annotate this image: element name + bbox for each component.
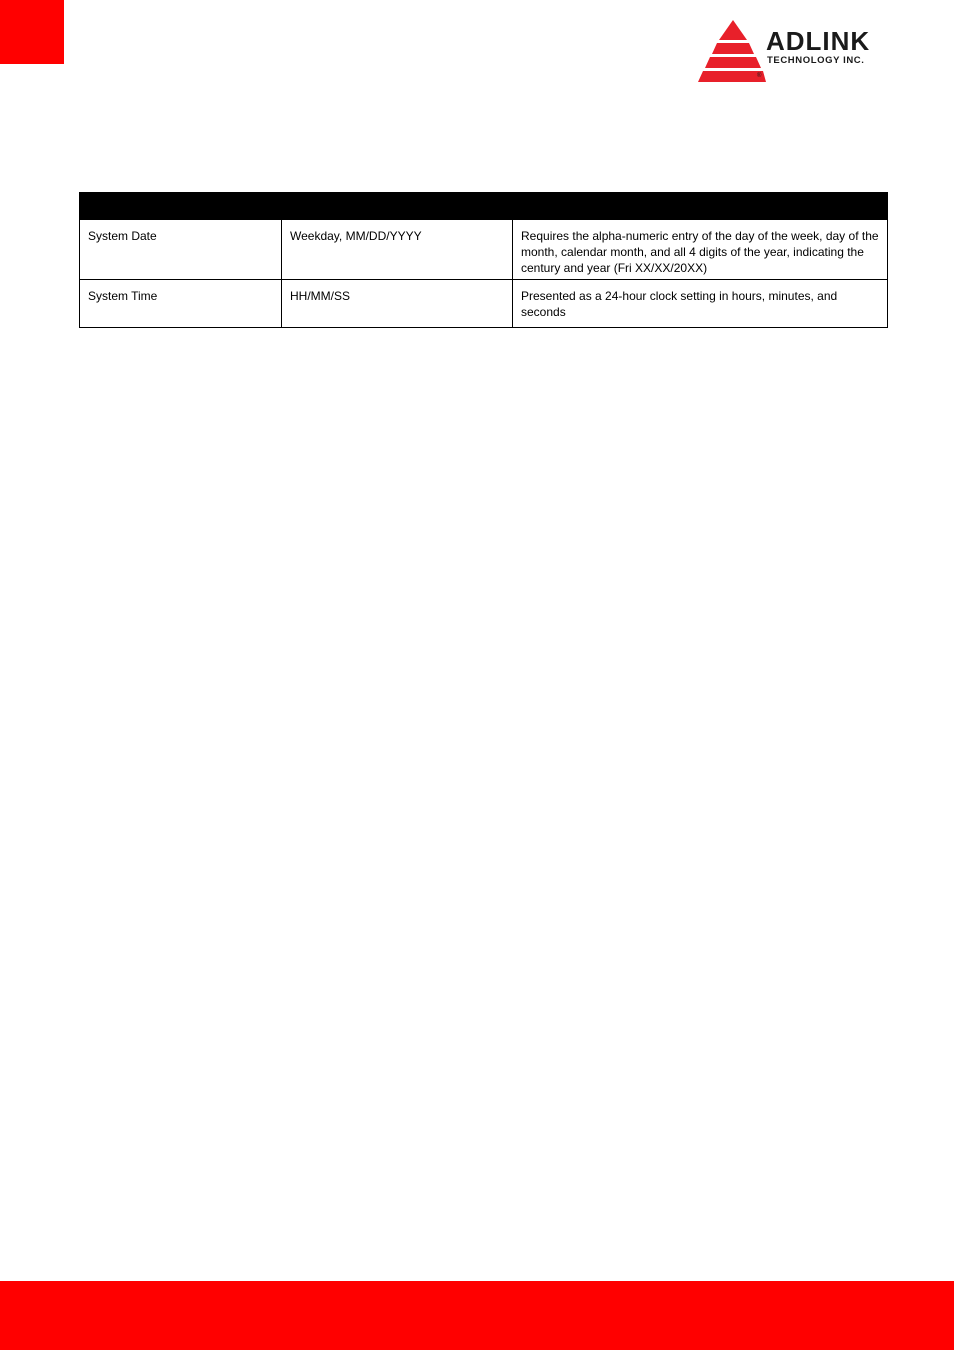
footer-bar: [0, 1281, 954, 1350]
header-cell-description: [513, 193, 888, 220]
settings-table: [79, 192, 888, 328]
header-cell-setting: [80, 193, 282, 220]
table-row: [80, 280, 888, 328]
table-header-row: [80, 193, 888, 220]
table-row: [80, 220, 888, 280]
corner-tab: [0, 0, 64, 64]
cell-description: Requires the alpha-numeric entry of the day of the week, day of the month, calendar month, and all 4 digits of the year, indicating the century and year (Fri XX/XX/20XX): [513, 220, 888, 280]
adlink-logo: [696, 18, 908, 84]
logo-subtitle: TECHNOLOGY INC.: [767, 55, 865, 66]
cell-format: Weekday, MM/DD/YYYY: [282, 220, 513, 280]
logo-wordmark: ADLINK: [766, 26, 871, 56]
logo-triangle-icon: [696, 18, 766, 84]
header-cell-format: [282, 193, 513, 220]
cell-setting: System Time: [80, 280, 282, 328]
cell-description: Presented as a 24-hour clock setting in hours, minutes, and seconds: [513, 280, 888, 328]
cell-format: HH/MM/SS: [282, 280, 513, 328]
logo-registered-mark: ®: [757, 73, 762, 79]
cell-setting: System Date: [80, 220, 282, 280]
